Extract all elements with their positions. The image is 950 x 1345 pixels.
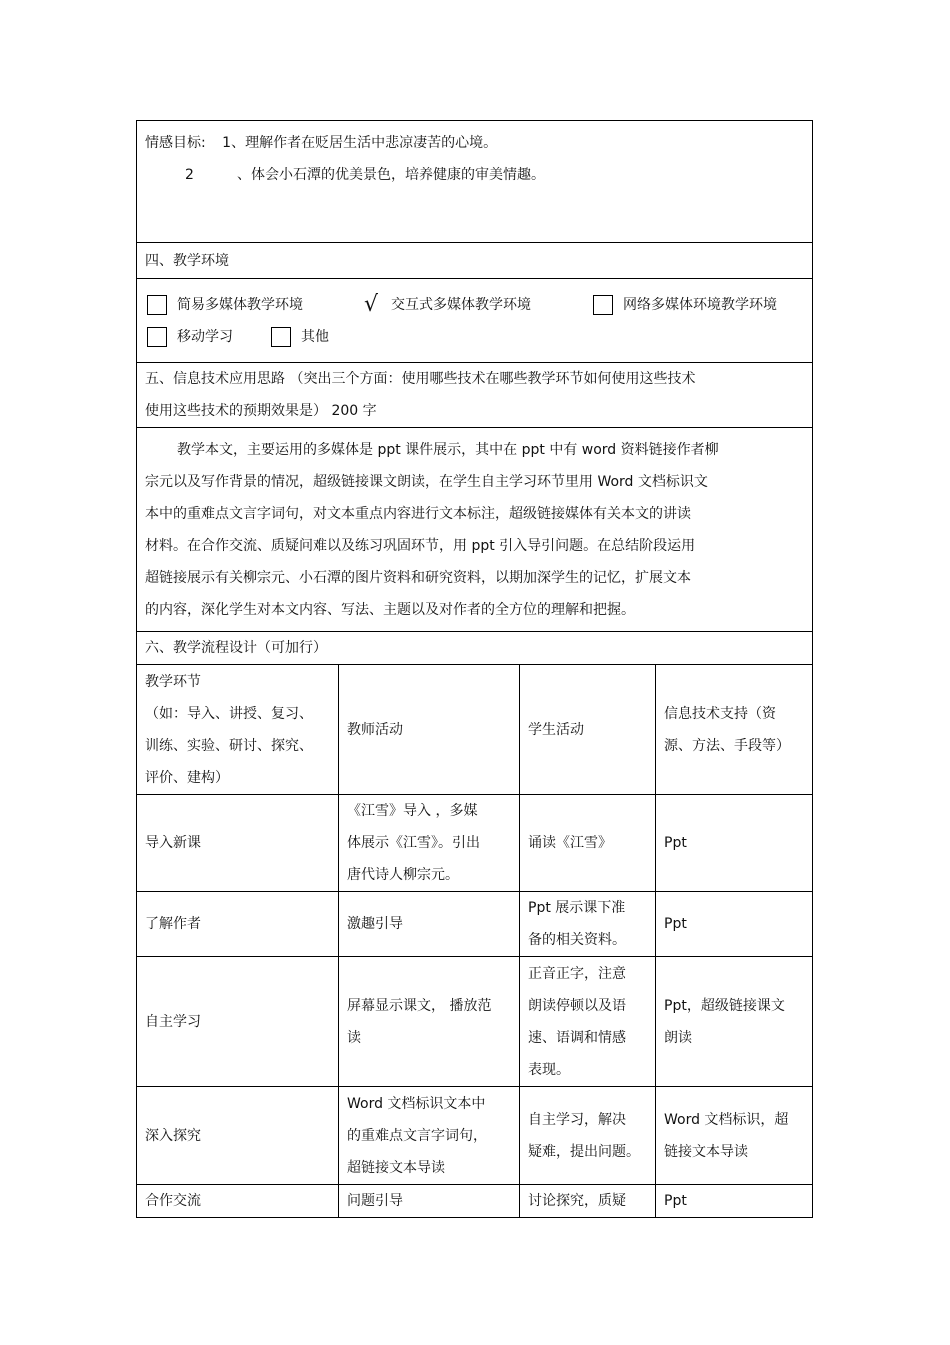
header-teacher: 教师活动 <box>339 665 520 795</box>
cell-stage: 自主学习 <box>137 957 339 1087</box>
goals-label: 情感目标: <box>145 135 206 151</box>
checkbox-empty-icon[interactable] <box>271 327 291 347</box>
checkmark-icon[interactable]: √ <box>363 291 379 317</box>
table-row <box>137 892 813 957</box>
cell-teacher <box>339 892 520 957</box>
paragraph-line: 宗元以及写作背景的情况，超级链接课文朗读，在学生自主学习环节里用 Word 文档标识文 <box>145 473 708 490</box>
cell-line: Ppt <box>664 835 687 851</box>
cell-line: 《江雪》导入 ，多媒 <box>347 803 478 819</box>
cell-tech <box>656 1087 813 1185</box>
table-row <box>137 795 813 892</box>
cell-student <box>520 795 656 892</box>
cell-stage: 导入新课 <box>137 795 339 892</box>
section-5-title <box>137 363 813 428</box>
env-option-interactive[interactable] <box>361 289 593 321</box>
section-5-title-line-2: 使用这些技术的预期效果是） 200 字 <box>145 403 377 419</box>
cell-stage: 深入探究 <box>137 1087 339 1185</box>
cell-line: 的重难点文言字词句， <box>347 1127 487 1144</box>
cell-line: 疑难，提出问题。 <box>528 1143 640 1160</box>
cell-line: 唐代诗人柳宗元。 <box>347 867 459 883</box>
header-stage-line: （如：导入、讲授、复习、 <box>145 705 313 722</box>
cell-tech <box>656 795 813 892</box>
cell-line: 讨论探究，质疑 <box>528 1193 626 1209</box>
env-option-simple[interactable] <box>147 289 361 321</box>
cell-line: 体展示《江雪》。引出 <box>347 835 480 851</box>
environment-options-cell <box>137 279 813 363</box>
cell-line: Ppt <box>664 916 687 932</box>
env-option-network[interactable] <box>593 289 777 321</box>
goal-item-2: 、体会小石潭的优美景色，培养健康的审美情趣。 <box>237 167 545 183</box>
header-tech-line: 源、方法、手段等） <box>664 737 790 754</box>
paragraph-line: 材料。在合作交流、质疑问难以及练习巩固环节，用 ppt 引入导引问题。在总结阶段运用 <box>145 537 696 554</box>
cell-line: 朗读停顿以及语 <box>528 997 626 1014</box>
cell-line: Ppt <box>664 1193 687 1209</box>
cell-line: 激趣引导 <box>347 916 403 932</box>
cell-student <box>520 1185 656 1218</box>
cell-line: 表现。 <box>528 1061 570 1078</box>
cell-stage: 合作交流 <box>137 1185 339 1218</box>
cell-teacher <box>339 1087 520 1185</box>
paragraph-line: 的内容，深化学生对本文内容、写法、主题以及对作者的全方位的理解和把握。 <box>145 601 635 618</box>
cell-line: 朗读 <box>664 1029 692 1046</box>
section-5-body <box>137 428 813 632</box>
header-stage <box>137 665 339 795</box>
header-stage-line: 训练、实验、研讨、探究、 <box>145 737 313 754</box>
cell-student <box>520 1087 656 1185</box>
checkbox-empty-icon[interactable] <box>147 327 167 347</box>
section-5-title-line-1: 五、信息技术应用思路 （突出三个方面：使用哪些技术在哪些教学环节如何使用这些技术 <box>145 371 696 387</box>
cell-line: 屏幕显示课文， 播放范 <box>347 997 492 1014</box>
env-option-label: 简易多媒体教学环境 <box>177 296 303 313</box>
env-option-label: 移动学习 <box>177 328 233 345</box>
cell-student <box>520 957 656 1087</box>
table-row <box>137 957 813 1087</box>
cell-student <box>520 892 656 957</box>
header-stage-line: 评价、建构） <box>145 769 229 786</box>
emotion-goals-cell <box>137 121 813 243</box>
header-tech <box>656 665 813 795</box>
cell-line: 正音正字，注意 <box>528 965 626 982</box>
env-option-label: 交互式多媒体教学环境 <box>391 296 531 313</box>
cell-line: 问题引导 <box>347 1193 403 1209</box>
cell-line: 自主学习，解决 <box>528 1111 626 1128</box>
cell-line: 备的相关资料。 <box>528 932 626 948</box>
cell-tech <box>656 957 813 1087</box>
paragraph-line: 教学本文，主要运用的多媒体是 ppt 课件展示，其中在 ppt 中有 word 资料链接作者柳 <box>177 441 719 458</box>
env-option-other[interactable] <box>271 321 329 353</box>
table-row <box>137 1185 813 1218</box>
checkbox-empty-icon[interactable] <box>593 295 613 315</box>
cell-line: Ppt，超级链接课文 <box>664 997 785 1014</box>
paragraph-line: 本中的重难点文言字词句，对文本重点内容进行文本标注，超级链接媒体有关本文的讲读 <box>145 505 691 522</box>
cell-line: 链接文本导读 <box>664 1143 748 1160</box>
flow-table-header-row <box>137 665 813 795</box>
goal-item-1: 1、理解作者在贬居生活中悲凉凄苦的心境。 <box>222 135 498 151</box>
cell-line: Word 文档标识，超 <box>664 1111 789 1128</box>
table-row <box>137 1087 813 1185</box>
cell-line: 速、语调和情感 <box>528 1029 626 1046</box>
paragraph-line: 超链接展示有关柳宗元、小石潭的图片资料和研究资料，以期加深学生的记忆，扩展文本 <box>145 569 691 586</box>
cell-line: 读 <box>347 1029 361 1046</box>
header-stage-line: 教学环节 <box>145 673 201 690</box>
header-student: 学生活动 <box>520 665 656 795</box>
section-6-title: 六、教学流程设计（可加行） <box>137 632 813 665</box>
cell-teacher <box>339 957 520 1087</box>
header-tech-line: 信息技术支持（资 <box>664 705 776 722</box>
section-4-title: 四、教学环境 <box>137 243 813 279</box>
checkbox-empty-icon[interactable] <box>147 295 167 315</box>
goal-item-2-number: 2 <box>185 167 194 183</box>
cell-tech <box>656 892 813 957</box>
env-option-label: 其他 <box>301 328 329 345</box>
cell-stage: 了解作者 <box>137 892 339 957</box>
env-option-label: 网络多媒体环境教学环境 <box>623 296 777 313</box>
cell-line: Word 文档标识文本中 <box>347 1095 486 1112</box>
cell-line: 诵读《江雪》 <box>528 835 612 851</box>
env-option-mobile[interactable] <box>147 321 271 353</box>
cell-line: 超链接文本导读 <box>347 1159 445 1176</box>
cell-teacher <box>339 1185 520 1218</box>
lesson-plan-table <box>136 120 813 1218</box>
cell-teacher <box>339 795 520 892</box>
cell-tech <box>656 1185 813 1218</box>
cell-line: Ppt 展示课下准 <box>528 900 626 916</box>
